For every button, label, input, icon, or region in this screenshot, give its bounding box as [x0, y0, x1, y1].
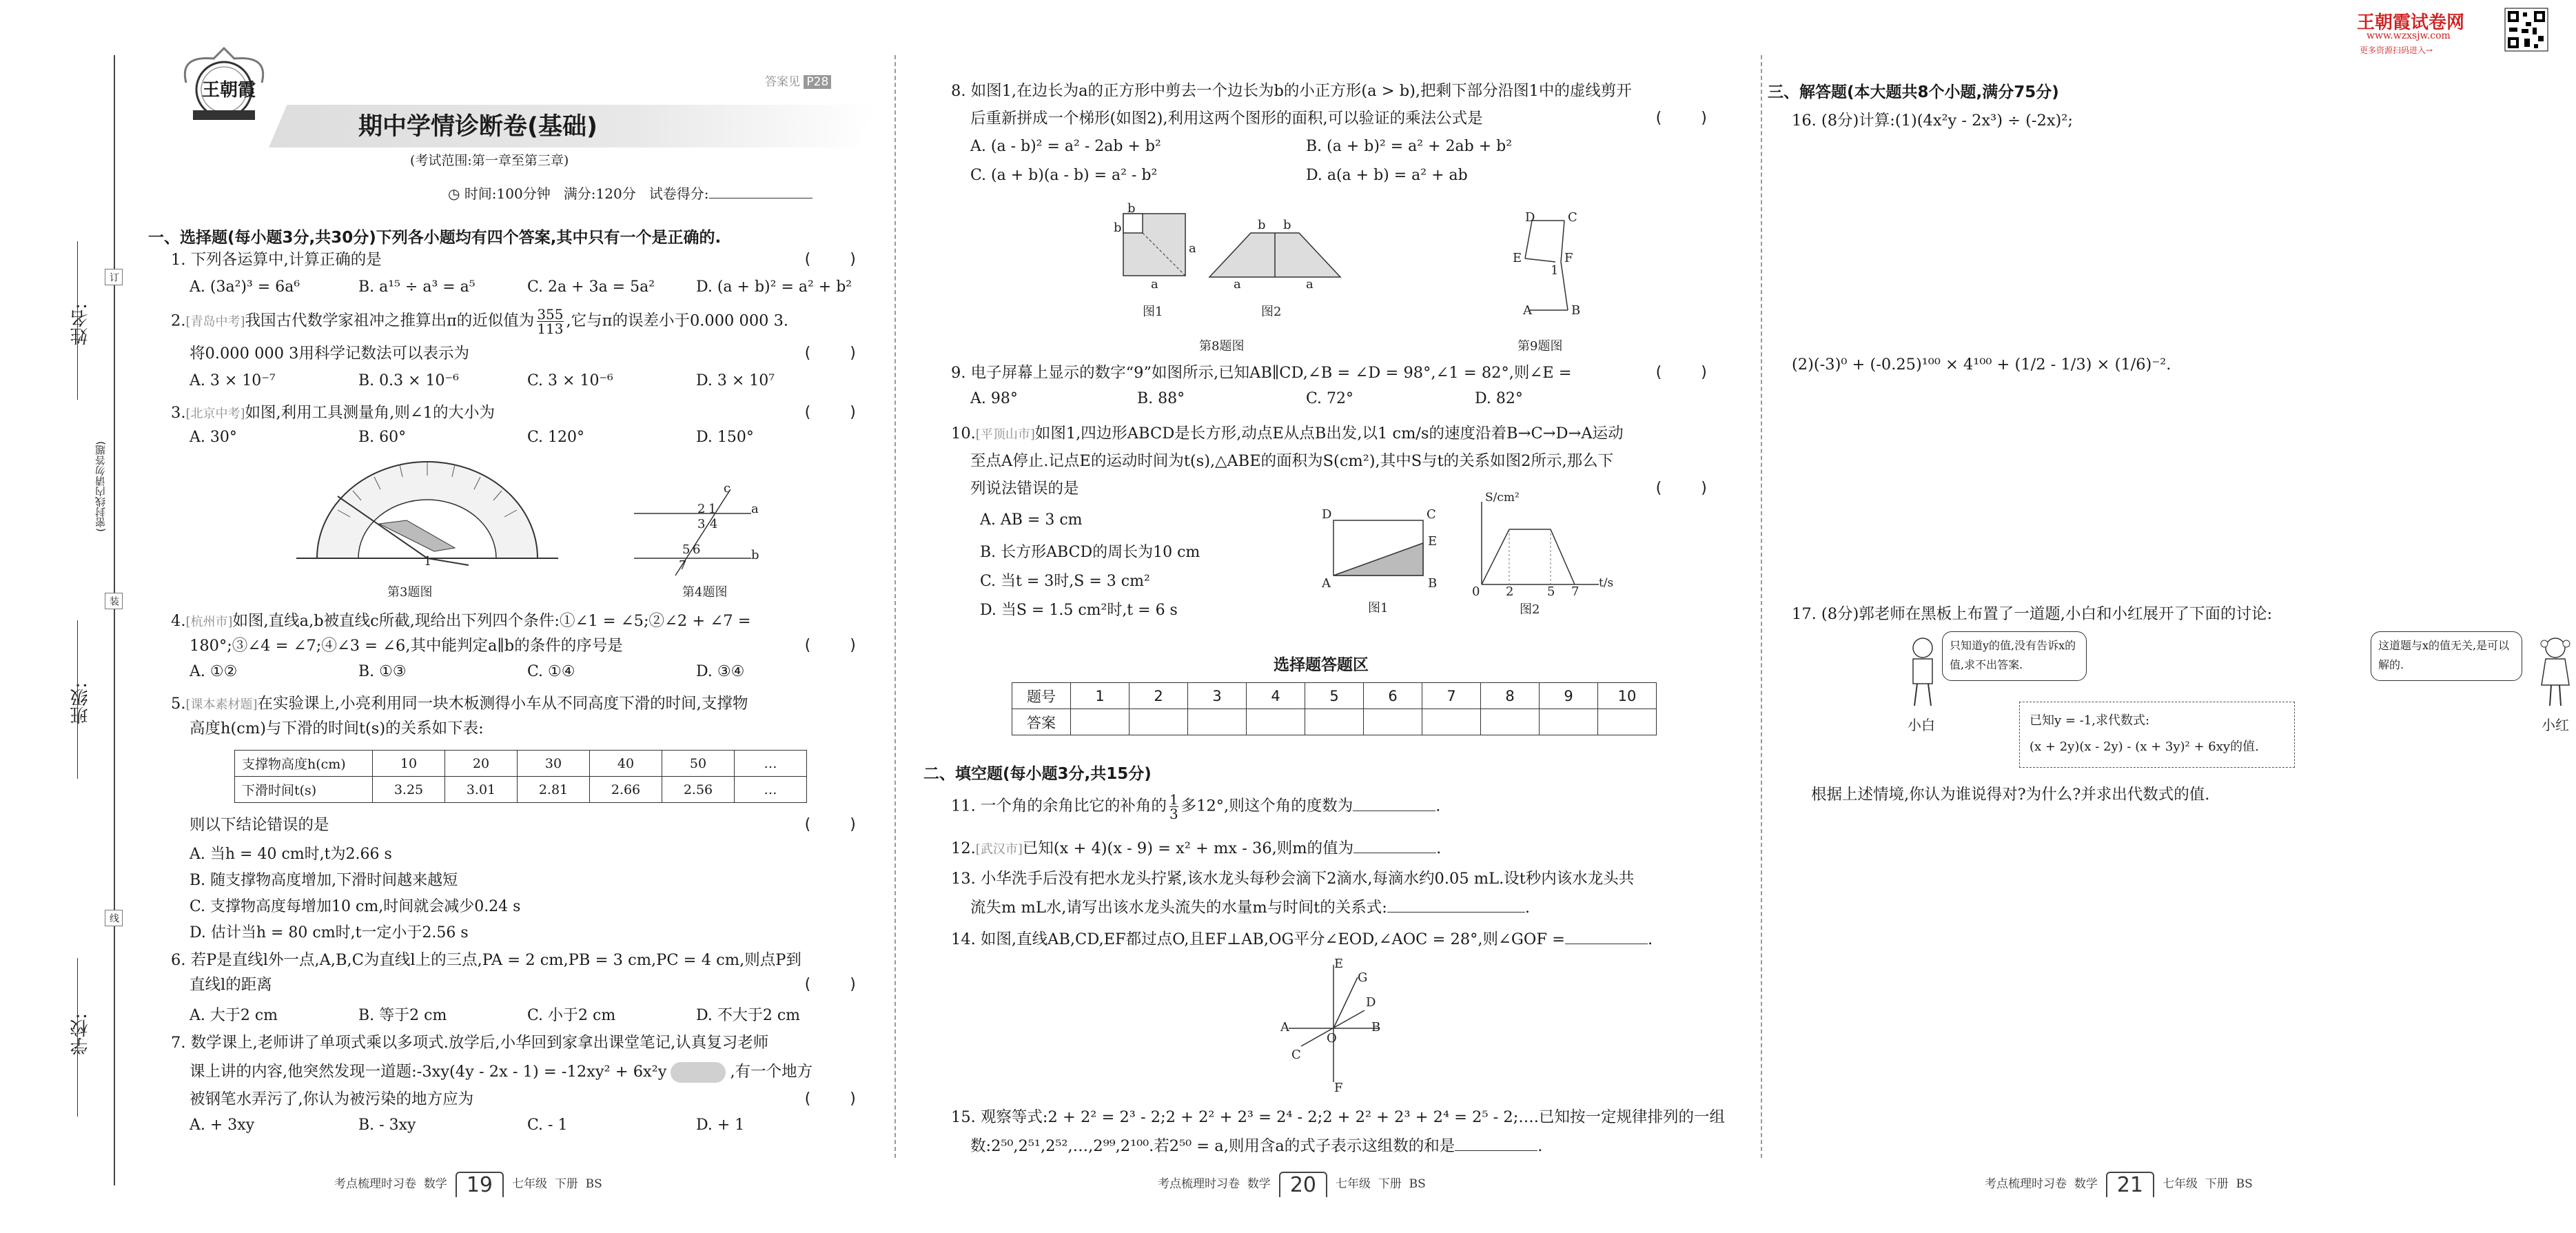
- boy-character-icon: [1902, 634, 1943, 710]
- graph-tick: 5: [1547, 584, 1555, 599]
- fig8-label: b: [1258, 218, 1266, 232]
- q6-option-b[interactable]: B. 等于2 cm: [358, 1007, 447, 1024]
- q6-stem: 6. 若P是直线l外一点,A,B,C为直线l上的三点,PA = 2 cm,PB = 3 cm,PC = 4 cm,则点P到: [171, 951, 801, 969]
- table-cell: 5: [1305, 683, 1364, 709]
- section-3-title: 三、解答题(本大题共8个小题,满分75分): [1768, 83, 2059, 101]
- fig4-angle-label: 7: [679, 558, 687, 573]
- q15-answer-blank[interactable]: [1455, 1150, 1537, 1151]
- page-footer: 考点梳理时习卷 数学 21 七年级 下册 BS: [1985, 1173, 2253, 1197]
- page-number: 19: [456, 1172, 504, 1197]
- fig9-label: B: [1571, 303, 1581, 318]
- table-row: [1012, 683, 1657, 709]
- q7-option-b[interactable]: B. - 3xy: [358, 1117, 416, 1134]
- graph-y-label: S/cm²: [1485, 491, 1520, 505]
- q10-option-a[interactable]: A. AB = 3 cm: [980, 511, 1083, 529]
- table-row: [235, 777, 807, 803]
- fig14-label: B: [1371, 1020, 1381, 1035]
- q13-stem-2: 流失m mL水,请写出该水龙头流失的水量m与时间t的关系式: .: [970, 899, 1531, 917]
- brand-name: 王朝霞试卷网: [2357, 12, 2465, 33]
- q1-option-d[interactable]: D. (a + b)² = a² + b²: [696, 278, 852, 296]
- fig4-angle-label: 6: [693, 542, 701, 557]
- table-cell: 8: [1481, 683, 1540, 709]
- q8-option-d[interactable]: D. a(a + b) = a² + ab: [1306, 167, 1468, 184]
- q3-option-b[interactable]: B. 60°: [358, 429, 407, 446]
- q8-option-b[interactable]: B. (a + b)² = a² + 2ab + b²: [1306, 138, 1513, 155]
- fig8-label: a: [1189, 241, 1196, 256]
- q8-option-a[interactable]: A. (a - b)² = a² - 2ab + b²: [970, 138, 1161, 155]
- q4-option-a[interactable]: A. ①②: [190, 663, 238, 680]
- fig4-label-c: c: [724, 481, 731, 496]
- q1-option-a[interactable]: A. (3a²)³ = 6a⁶: [190, 278, 300, 296]
- fig9-label: D: [1525, 210, 1535, 225]
- q9-stem: 9. 电子屏幕上显示的数字“9”如图所示,已知AB∥CD,∠B = ∠D = 98°,∠1 = 82°,则∠E =: [951, 364, 1572, 382]
- fig10-label: C: [1427, 507, 1436, 522]
- q8-stem-2: 后重新拼成一个梯形(如图2),利用这两个图形的面积,可以验证的乘法公式是: [970, 110, 1483, 128]
- answer-ref: 答案见 P28: [765, 72, 831, 89]
- table-cell: 7: [1422, 683, 1481, 709]
- q11-stem: 11. 一个角的余角比它的补角的 $\frac{1}{3}$ 多12°,则这个角的度数为 .: [951, 791, 1441, 822]
- graph-tick: 2: [1506, 584, 1514, 599]
- q1-option-c[interactable]: C. 2a + 3a = 5a²: [527, 278, 655, 296]
- q14-stem: 14. 如图,直线AB,CD,EF都过点O,且EF⊥AB,OG平分∠EOD,∠AOC = 28°,则∠GOF = .: [951, 930, 1653, 948]
- page-21: [1764, 0, 2569, 1233]
- q16-stem: 16. (8分)计算:(1)(4x²y - 2x³) ÷ (-2x)²;: [1792, 112, 2073, 130]
- q4-option-d[interactable]: D. ③④: [696, 663, 745, 680]
- fig8-label: b: [1283, 218, 1291, 232]
- q5-stem: 5.[课本素材题]在实验课上,小亮利用同一块木板测得小车从不同高度下滑的时间,支撑物: [171, 695, 748, 713]
- fig4-angle-label: 5: [682, 542, 691, 557]
- graph-x-label: t/s: [1599, 576, 1614, 590]
- fig10-caption-2: 图2: [1520, 602, 1540, 617]
- name-label: 姓名:: [70, 303, 91, 345]
- q10-stem: 10.[平顶山市]如图1,四边形ABCD是长方形,动点E从点B出发,以1 cm/s的速度沿着B→C→D→A运动: [951, 425, 1624, 442]
- table-cell: 6: [1364, 683, 1422, 709]
- q4-answer-paren[interactable]: ( ): [803, 637, 858, 654]
- q17-question: 根据上述情境,你认为谁说得对?为什么?并求出代数式的值.: [1811, 786, 2210, 804]
- fig10-label: B: [1428, 576, 1438, 591]
- fig3-caption: 第3题图: [387, 585, 433, 600]
- fig14-label: E: [1334, 957, 1344, 971]
- q10-answer-paren[interactable]: ( ): [1654, 480, 1709, 497]
- graph-tick: 7: [1571, 584, 1580, 599]
- seal-box: 订: [105, 269, 123, 285]
- q5-option-b[interactable]: B. 随支撑物高度增加,下滑时间越来越短: [190, 872, 458, 889]
- q15-stem: 15. 观察等式:2 + 2² = 2³ - 2;2 + 2² + 2³ = 2⁴ - 2;2 + 2² + 2³ + 2⁴ = 2⁵ - 2;….已知按一定规律排列的一组: [951, 1108, 1725, 1126]
- q4-stem-2: 180°;③∠4 = ∠7;④∠3 = ∠6,其中能判定a∥b的条件的序号是: [190, 637, 623, 655]
- answer-cell[interactable]: [1305, 709, 1364, 735]
- fig8-label: b: [1114, 221, 1122, 235]
- fig14-diagram: [1282, 958, 1385, 1089]
- q2-answer-paren[interactable]: ( ): [803, 345, 858, 362]
- fig4-angle-label: 1: [708, 502, 717, 516]
- table-cell: 下滑时间t(s): [235, 777, 373, 803]
- q2-option-a[interactable]: A. 3 × 10⁻⁷: [190, 372, 276, 389]
- table-cell: 20: [445, 751, 518, 777]
- fig10-caption-1: 图1: [1368, 601, 1389, 615]
- graph-tick: 0: [1472, 584, 1480, 599]
- q5-data-table: [234, 750, 807, 803]
- answer-cell[interactable]: [1422, 709, 1481, 735]
- page-19: [148, 0, 879, 1233]
- q5-option-d[interactable]: D. 估计当h = 80 cm时,t一定小于2.56 s: [190, 924, 469, 941]
- exam-scope: (考试范围:第一章至第三章): [410, 153, 569, 168]
- q5-option-c[interactable]: C. 支撑物高度每增加10 cm,时间就会减少0.24 s: [190, 898, 521, 915]
- table-cell: 3.25: [373, 777, 445, 803]
- fig8-caption-2: 图2: [1261, 305, 1282, 319]
- q10-stem-2: 至点A停止.记点E的运动时间为t(s),△ABE的面积为S(cm²),其中S与t的关系如图2所示,那么下: [970, 452, 1614, 470]
- q17-stem: 17. (8分)郭老师在黑板上布置了一道题,小白和小红展开了下面的讨论:: [1792, 605, 2273, 623]
- q8-stem: 8. 如图1,在边长为a的正方形中剪去一个边长为b的小正方形(a > b),把剩下部分沿图1中的虚线剪开: [951, 82, 1632, 100]
- fig14-label: O: [1327, 1031, 1337, 1046]
- fig14-label: D: [1366, 995, 1376, 1010]
- q9-option-a[interactable]: A. 98°: [970, 390, 1018, 407]
- answer-cell[interactable]: [1188, 709, 1247, 735]
- character-name-left: 小白: [1908, 717, 1935, 733]
- q9-answer-paren[interactable]: ( ): [1654, 364, 1709, 381]
- table-cell: 支撑物高度h(cm): [235, 751, 373, 777]
- answer-cell[interactable]: [1481, 709, 1540, 735]
- q4-option-b[interactable]: B. ①③: [358, 663, 407, 680]
- table-cell: 30: [518, 751, 590, 777]
- q15-stem-2: 数:2⁵⁰,2⁵¹,2⁵²,…,2⁹⁹,2¹⁰⁰.若2⁵⁰ = a,则用含a的式子表示这组数的和是 .: [970, 1137, 1543, 1155]
- q3-stem: 3.[北京中考]如图,利用工具测量角,则∠1的大小为: [171, 404, 495, 422]
- brand-slogan: 更多资源扫码进入→: [2360, 45, 2433, 55]
- q5-option-a[interactable]: A. 当h = 40 cm时,t为2.66 s: [190, 846, 392, 863]
- table-cell: 10: [1598, 683, 1657, 709]
- fig9-label: C: [1568, 210, 1577, 225]
- table-row: [1012, 709, 1657, 735]
- q3-option-a[interactable]: A. 30°: [190, 429, 237, 446]
- seal-notice: (密封线内请勿答题): [94, 441, 107, 532]
- page-divider: [895, 55, 896, 1158]
- q8-option-c[interactable]: C. (a + b)(a - b) = a² - b²: [970, 167, 1158, 184]
- q5-answer-paren[interactable]: ( ): [803, 816, 858, 833]
- table-cell: 2.56: [662, 777, 735, 803]
- page-footer: 考点梳理时习卷 数学 19 七年级 下册 BS: [334, 1173, 602, 1197]
- fig4-caption: 第4题图: [682, 585, 728, 600]
- table-cell: …: [735, 751, 807, 777]
- answer-grid-title: 选择题答题区: [1274, 656, 1369, 674]
- fig9-label: F: [1564, 251, 1573, 265]
- girl-character-icon: [2535, 634, 2576, 710]
- fig10-label: E: [1428, 534, 1438, 549]
- q9-option-b[interactable]: B. 88°: [1137, 390, 1185, 407]
- q7-stem-3: 被钢笔水弄污了,你认为被污染的地方应为: [190, 1090, 474, 1108]
- table-cell: 答案: [1012, 709, 1071, 735]
- q7-stem-2: 课上讲的内容,他突然发现一道题:-3xy(4y - 2x - 1) = -12xy² + 6x²y ,有一个地方: [190, 1060, 812, 1083]
- table-cell: 2.66: [590, 777, 662, 803]
- answer-cell[interactable]: [1071, 709, 1129, 735]
- answer-cell[interactable]: [1540, 709, 1598, 735]
- q6-option-a[interactable]: A. 大于2 cm: [190, 1007, 278, 1024]
- fig9-label: A: [1523, 303, 1532, 318]
- fig8-label: a: [1151, 277, 1158, 292]
- logo-text: 王朝霞: [202, 80, 256, 101]
- table-cell: 9: [1540, 683, 1598, 709]
- q16-answer-space[interactable]: [1785, 386, 2529, 593]
- q7-option-a[interactable]: A. + 3xy: [190, 1117, 255, 1134]
- fig8-trapezoid-diagram: [1203, 227, 1347, 283]
- fig9-caption: 第9题图: [1517, 339, 1563, 354]
- q7-answer-paren[interactable]: ( ): [803, 1090, 858, 1108]
- q1-answer-paren[interactable]: ( ): [803, 251, 858, 268]
- fig10-label: A: [1322, 576, 1331, 591]
- school-label: 学校:: [70, 1013, 91, 1055]
- q2-stem: 2.[青岛中考]我国古代数学家祖冲之推算出π的近似值为 $\frac{355}{113}$ ,它与π的误差小于0.000 000 3.: [171, 306, 789, 337]
- q5-stem-2: 高度h(cm)与下滑的时间t(s)的关系如下表:: [190, 720, 484, 737]
- q9-option-d[interactable]: D. 82°: [1475, 390, 1523, 407]
- q3-option-d[interactable]: D. 150°: [696, 429, 754, 446]
- speech-bubble-left: 只知道y的值,没有告诉x的值,求不出答案.: [1942, 631, 2087, 681]
- q7-stem: 7. 数学课上,老师讲了单项式乘以多项式.放学后,小华回到家拿出课堂笔记,认真复习老师: [171, 1034, 769, 1052]
- seal-box: 线: [105, 910, 123, 926]
- fig14-label: F: [1334, 1081, 1343, 1095]
- table-cell: 3.01: [445, 777, 518, 803]
- q8-answer-paren[interactable]: ( ): [1654, 110, 1709, 127]
- page-20: [923, 0, 1726, 1233]
- q6-option-d[interactable]: D. 不大于2 cm: [696, 1007, 801, 1024]
- section-1-title: 一、选择题(每小题3分,共30分)下列各小题均有四个答案,其中只有一个是正确的.: [148, 229, 722, 247]
- table-row: [235, 751, 807, 777]
- q10-option-d[interactable]: D. 当S = 1.5 cm²时,t = 6 s: [980, 602, 1178, 619]
- fig9-label: 1: [1551, 263, 1559, 278]
- table-cell: 2: [1129, 683, 1188, 709]
- fig8-caption: 第8题图: [1199, 339, 1245, 354]
- fig8-label: a: [1234, 277, 1241, 292]
- q2-stem-2: 将0.000 000 3用科学记数法可以表示为: [190, 345, 469, 363]
- q6-answer-paren[interactable]: ( ): [803, 976, 858, 993]
- q7-option-d[interactable]: D. + 1: [696, 1117, 745, 1134]
- ink-blot: [671, 1062, 726, 1083]
- fig4-label-a: a: [751, 502, 759, 516]
- seal-box: 装: [105, 593, 123, 609]
- q9-option-c[interactable]: C. 72°: [1306, 390, 1354, 407]
- fig10-label: D: [1322, 507, 1332, 522]
- class-label: 班级:: [70, 682, 91, 724]
- q10-stem-3: 列说法错误的是: [970, 480, 1079, 498]
- q10-option-b[interactable]: B. 长方形ABCD的周长为10 cm: [980, 544, 1200, 561]
- fig4-angle-label: 4: [710, 517, 718, 531]
- q3-option-c[interactable]: C. 120°: [527, 429, 585, 446]
- fig4-angle-label: 2: [697, 502, 706, 516]
- q13-stem: 13. 小华洗手后没有把水龙头拧紧,该水龙头每秒会滴下2滴水,每滴水约0.05 mL.设t秒内该水龙头共: [951, 870, 1635, 888]
- q2-option-b[interactable]: B. 0.3 × 10⁻⁶: [358, 372, 459, 389]
- q1-stem: 1. 下列各运算中,计算正确的是: [171, 251, 382, 269]
- q10-option-c[interactable]: C. 当t = 3时,S = 3 cm²: [980, 573, 1150, 590]
- q13-answer-blank[interactable]: [1387, 912, 1525, 913]
- q16-part-2: (2)(-3)⁰ + (-0.25)¹⁰⁰ × 4¹⁰⁰ + (1/2 - 1/3) × (1/6)⁻².: [1792, 356, 2171, 374]
- q2-option-c[interactable]: C. 3 × 10⁻⁶: [527, 372, 613, 389]
- table-cell: 2.81: [518, 777, 590, 803]
- table-cell: 1: [1071, 683, 1129, 709]
- table-cell: 3: [1188, 683, 1247, 709]
- answer-cell[interactable]: [1247, 709, 1305, 735]
- fig10-graph: [1468, 495, 1606, 591]
- table-cell: 题号: [1012, 683, 1071, 709]
- fig8-label: a: [1306, 277, 1313, 292]
- page-number: 21: [2106, 1172, 2154, 1197]
- q17-answer-space[interactable]: [1785, 820, 2529, 1144]
- q6-stem-2: 直线l的距离: [190, 976, 272, 994]
- page-divider: [1761, 55, 1762, 1158]
- table-cell: 4: [1247, 683, 1305, 709]
- page-title: 期中学情诊断卷(基础): [358, 113, 597, 141]
- speech-bubble-right: 这道题与x的值无关,是可以解的.: [2371, 631, 2522, 681]
- q4-stem: 4.[杭州市]如图,直线a,b被直线c所截,现给出下列四个条件:①∠1 = ∠5;②∠2 + ∠7 =: [171, 612, 751, 630]
- protractor-angle-label: 1: [424, 554, 432, 569]
- q5-stem-3: 则以下结论错误的是: [190, 816, 329, 834]
- fig14-label: C: [1291, 1048, 1301, 1062]
- table-cell: …: [735, 777, 807, 803]
- clock-icon: ◷: [448, 185, 460, 202]
- fig4-label-b: b: [751, 548, 759, 562]
- table-cell: 40: [590, 751, 662, 777]
- brand-url[interactable]: www.wzxsjw.com: [2367, 30, 2451, 41]
- fig14-label: G: [1358, 970, 1368, 985]
- q3-answer-paren[interactable]: ( ): [803, 404, 858, 421]
- fig14-label: A: [1280, 1020, 1289, 1035]
- answer-cell[interactable]: [1598, 709, 1657, 735]
- fig4-angle-label: 3: [697, 517, 706, 531]
- page-footer: 考点梳理时习卷 数学 20 七年级 下册 BS: [1158, 1173, 1426, 1197]
- table-cell: 10: [373, 751, 445, 777]
- fig8-caption-1: 图1: [1143, 305, 1163, 319]
- page-number: 20: [1279, 1172, 1327, 1197]
- fig9-label: E: [1513, 251, 1522, 265]
- q2-option-d[interactable]: D. 3 × 10⁷: [696, 372, 775, 389]
- answer-cell[interactable]: [1129, 709, 1188, 735]
- table-cell: 50: [662, 751, 735, 777]
- binding-line: [114, 55, 115, 1185]
- blackboard-problem: 已知y = -1,求代数式: (x + 2y)(x - 2y) - (x + 3y)² + 6xy的值.: [2019, 702, 2295, 768]
- answer-cell[interactable]: [1364, 709, 1422, 735]
- fig8-label: b: [1127, 201, 1136, 216]
- character-name-right: 小红: [2542, 717, 2569, 733]
- exam-meta: ◷ 时间:100分钟 满分:120分 试卷得分:: [448, 183, 812, 203]
- q6-option-c[interactable]: C. 小于2 cm: [527, 1007, 616, 1024]
- q12-stem: 12.[武汉市]已知(x + 4)(x - 9) = x² + mx - 36,则m的值为 .: [951, 839, 1442, 857]
- q4-option-c[interactable]: C. ①④: [527, 663, 575, 680]
- answer-grid: [1012, 682, 1657, 735]
- q7-option-c[interactable]: C. - 1: [527, 1117, 568, 1134]
- section-2-title: 二、填空题(每小题3分,共15分): [923, 765, 1152, 783]
- fig10-rectangle-diagram: [1320, 510, 1437, 586]
- q1-option-b[interactable]: B. a¹⁵ ÷ a³ = a⁵: [358, 278, 476, 296]
